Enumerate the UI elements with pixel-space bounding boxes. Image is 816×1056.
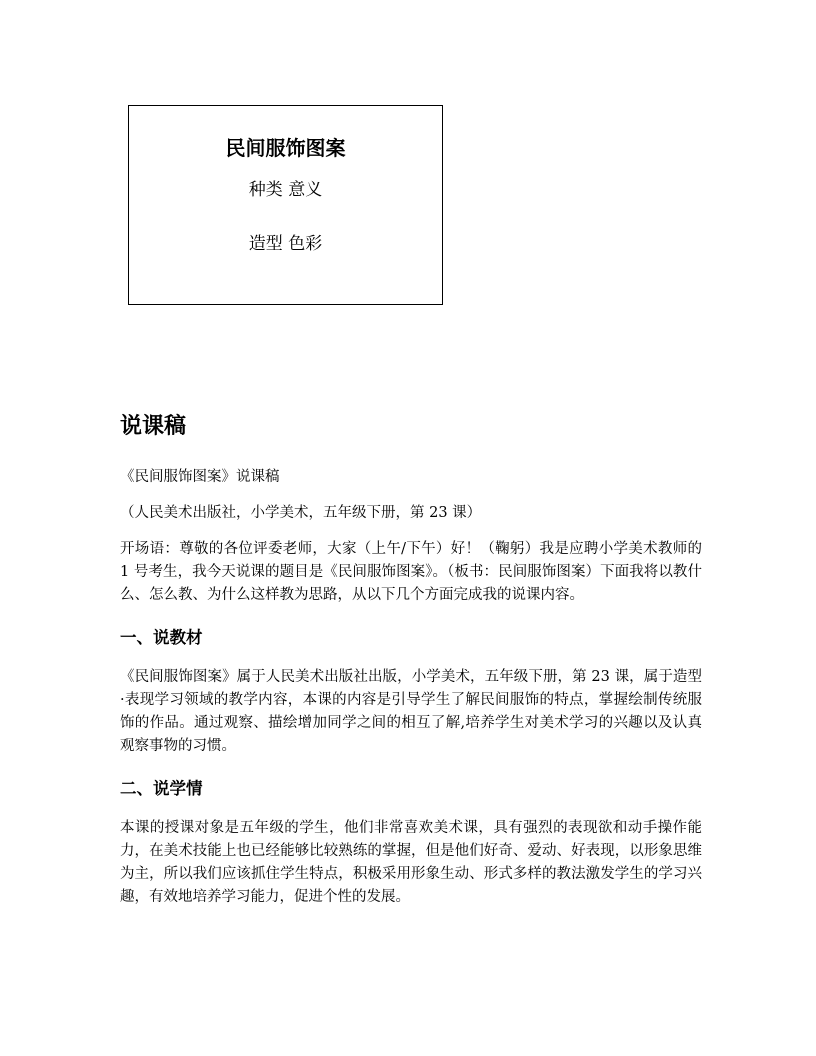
section-body-textbook: 《民间服饰图案》属于人民美术出版社出版，小学美术，五年级下册，第 23 课，属于造型·表现学习领域的教学内容，本课的内容是引导学生了解民间服饰的特点，掌握绘制传统服饰的作品。通过观察、描绘增加同学之间的相互了解,培养学生对美术学习的兴趣以及认真观察事物的习惯。 bbox=[120, 669, 702, 754]
opening-paragraph: 开场语：尊敬的各位评委老师，大家（上午/下午）好！（鞠躬）我是应聘小学美术教师的 1 号考生，我今天说课的题目是《民间服饰图案》。（板书：民间服饰图案）下面我将以教什么、怎么教、为什么这样教为思路，从以下几个方面完成我的说课内容。 bbox=[120, 541, 702, 603]
document-source: （人民美术出版社，小学美术，五年级下册，第 23 课） bbox=[120, 505, 482, 521]
blackboard-design-box bbox=[128, 105, 443, 305]
board-keywords-line-1: 种类 意义 bbox=[248, 180, 323, 200]
section-heading-students: 二、说学情 bbox=[120, 779, 203, 798]
section-heading-textbook: 一、说教材 bbox=[120, 628, 203, 647]
document-subtitle: 《民间服饰图案》说课稿 bbox=[120, 469, 280, 485]
board-keywords-line-2: 造型 色彩 bbox=[248, 234, 323, 254]
section-body-students: 本课的授课对象是五年级的学生，他们非常喜欢美术课，具有强烈的表现欲和动手操作能力，在美术技能上也已经能够比较熟练的掌握，但是他们好奇、爱动、好表现，以形象思维为主，所以我们应该抓住学生特点，积极采用形象生动、形式多样的教法激发学生的学习兴趣，有效地培养学习能力，促进个性的发展。 bbox=[120, 820, 702, 905]
document-body bbox=[120, 412, 702, 922]
document-title: 说课稿 bbox=[120, 414, 187, 439]
board-title: 民间服饰图案 bbox=[225, 136, 346, 160]
